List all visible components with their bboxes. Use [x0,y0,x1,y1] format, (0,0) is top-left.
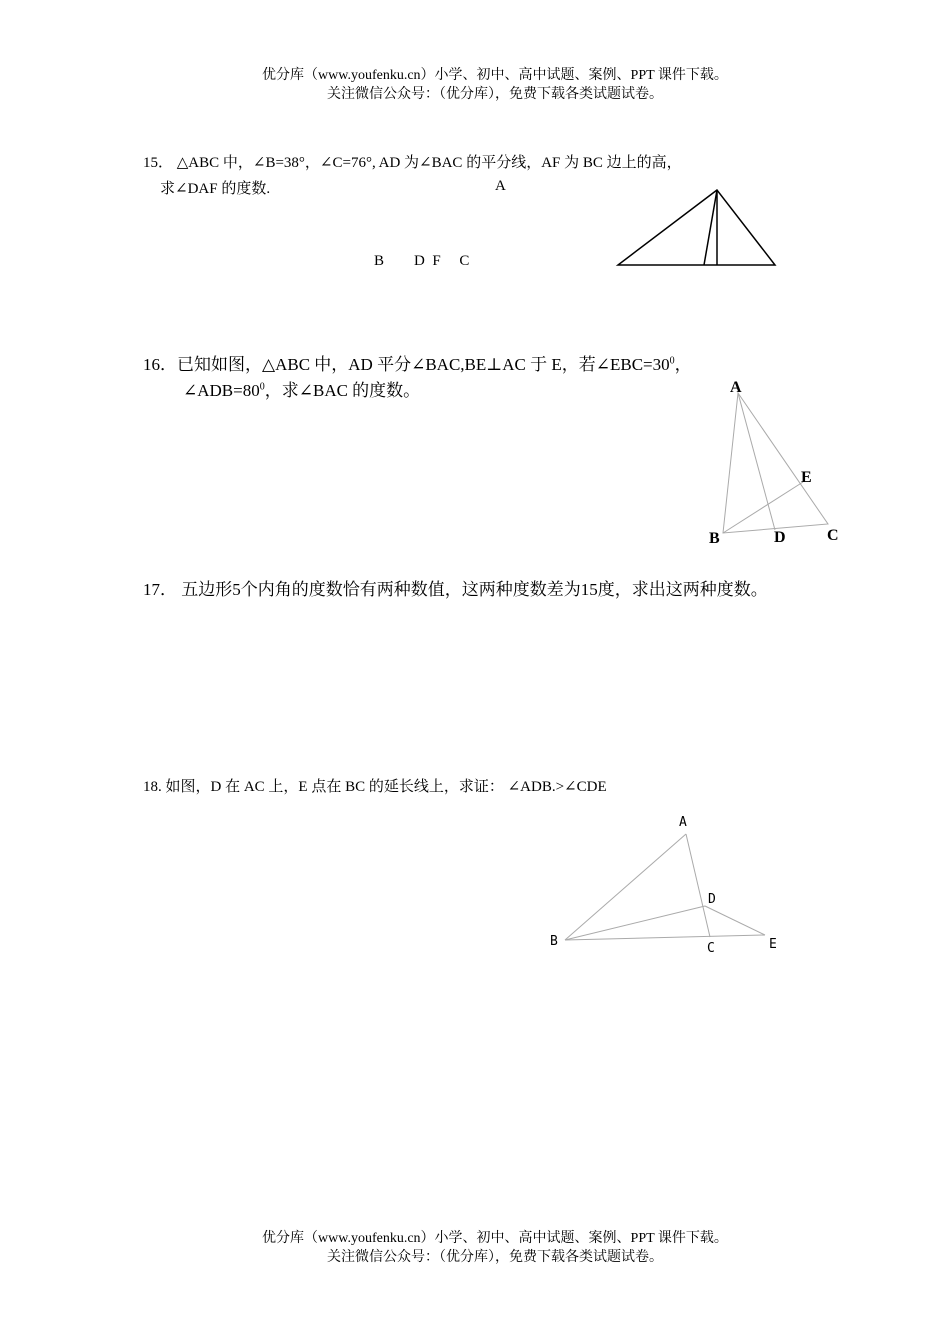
q16-label-c: C [827,527,839,544]
q16-label-a: A [730,379,742,396]
q18-label-d: D [708,892,716,907]
q18-segment-ab [565,834,686,940]
q16-label-e: E [801,469,812,486]
footer-line-1: 优分库（www.youfenku.cn）小学、初中、高中试题、案例、PPT 课件下载。 [262,1231,728,1246]
q18-label-a: A [679,815,687,830]
footer-line-2: 关注微信公众号：（优分库），免费下载各类试题试卷。 [327,1250,663,1265]
header-line-1: 优分库（www.youfenku.cn）小学、初中、高中试题、案例、PPT 课件下载。 [262,68,728,83]
q17-text: 17． 五边形5个内角的度数恰有两种数值，这两种度数差为15度，求出这两种度数。 [143,580,768,599]
q18-segment-ac [686,834,710,937]
q15-label-a: A [495,178,506,194]
q15-line-1: 15． △ABC 中，∠B=38°，∠C=76°, AD 为∠BAC 的平分线，AF 为 BC 边上的高， [143,155,682,171]
q16-label-b: B [709,530,720,547]
q18-label-b: B [550,934,558,949]
q18-label-c: C [707,941,715,956]
header-line-2: 关注微信公众号：（优分库），免费下载各类试题试卷。 [327,87,663,102]
q18-segment-bd [565,906,705,940]
q15-label-bdfc: B D F C [374,253,470,269]
q18-segment-de [705,906,765,935]
q16-label-d: D [774,529,786,546]
q18-segment-be [565,935,765,940]
q16-line-1: 16．已知如图，△ABC 中，AD 平分∠BAC,BE⊥AC 于 E，若$\angle EBC=30^0$， [143,355,692,374]
q16-line-2: $\angle ADB=80^0$，求∠BAC 的度数。 [183,381,421,400]
q15-line-2: 求∠DAF 的度数. [160,181,271,197]
q18-label-e: E [769,937,777,952]
q18-text: 18. 如图，D 在 AC 上，E 点在 BC 的延长线上，求证： ∠ADB.>∠CDE [143,779,607,795]
